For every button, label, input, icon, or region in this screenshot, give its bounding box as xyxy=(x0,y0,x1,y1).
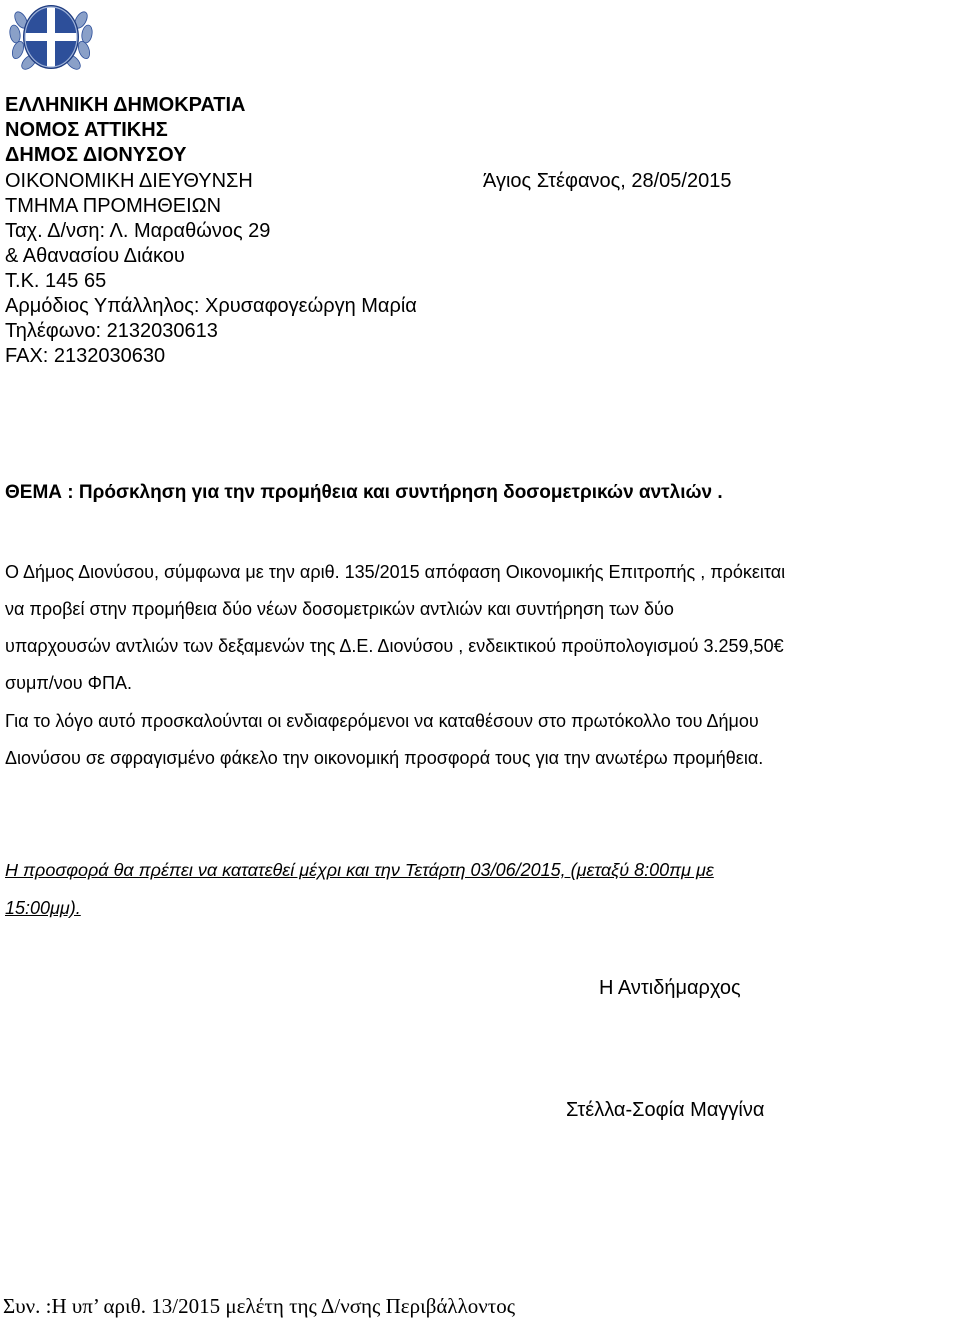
header-department: ΤΜΗΜΑ ΠΡΟΜΗΘΕΙΩΝ xyxy=(5,195,222,217)
header-phone: Τηλέφωνο: 2132030613 xyxy=(5,320,218,342)
header-fax: FAX: 2132030630 xyxy=(5,345,166,367)
attachment-note: Συν. :Η υπ’ αριθ. 13/2015 μελέτη της Δ/νσης Περιβάλλοντος xyxy=(3,1294,516,1318)
header-address-line-2: & Αθανασίου Διάκου xyxy=(5,245,185,267)
header-prefecture: ΝΟΜΟΣ ΑΤΤΙΚΗΣ xyxy=(5,119,168,141)
signature-name: Στέλλα-Σοφία Μαγγίνα xyxy=(566,1099,765,1121)
header-municipality: ΔΗΜΟΣ ΔΙΟΝΥΣΟΥ xyxy=(5,144,187,166)
body-line: Ο Δήμος Διονύσου, σύμφωνα με την αριθ. 135/2015 απόφαση Οικονομικής Επιτροπής , πρόκειται xyxy=(5,562,786,582)
body-line: Διονύσου σε σφραγισμένο φάκελο την οικονομική προσφορά τους για την ανωτέρω προμήθεια. xyxy=(5,748,764,768)
subject-line: ΘΕΜΑ : Πρόσκληση για την προμήθεια και συντήρηση δοσομετρικών αντλιών . xyxy=(5,482,723,503)
body-line: υπαρχουσών αντλιών των δεξαμενών της Δ.Ε. Διονύσου , ενδεικτικού προϋπολογισμού 3.259,50€ xyxy=(5,636,784,656)
body-line: Για το λόγο αυτό προσκαλούνται οι ενδιαφερόμενοι να καταθέσουν στο πρωτόκολλο του Δήμου xyxy=(5,711,759,731)
place-date: Άγιος Στέφανος, 28/05/2015 xyxy=(483,170,732,192)
greek-coat-of-arms-icon xyxy=(3,0,99,74)
signature-title: Η Αντιδήμαρχος xyxy=(599,977,741,999)
body-line: συμπ/νου ΦΠΑ. xyxy=(5,673,132,693)
body-line: να προβεί στην προμήθεια δύο νέων δοσομετρικών αντλιών και συντήρηση των δύο xyxy=(5,599,674,619)
header-country: ΕΛΛΗΝΙΚΗ ΔΗΜΟΚΡΑΤΙΑ xyxy=(5,94,246,116)
header-address: Ταχ. Δ/νση: Λ. Μαραθώνος 29 xyxy=(5,220,271,242)
header-postal-code: Τ.Κ. 145 65 xyxy=(5,270,107,292)
deadline-line: Η προσφορά θα πρέπει να κατατεθεί μέχρι και την Τετάρτη 03/06/2015, (μεταξύ 8:00πμ με xyxy=(5,860,714,880)
header-directorate: ΟΙΚΟΝΟΜΙΚΗ ΔΙΕΥΘΥΝΣΗ xyxy=(5,170,253,192)
header-contact-person: Αρμόδιος Υπάλληλος: Χρυσαφογεώργη Μαρία xyxy=(5,295,417,317)
deadline-line: 15:00μμ). xyxy=(5,898,81,918)
